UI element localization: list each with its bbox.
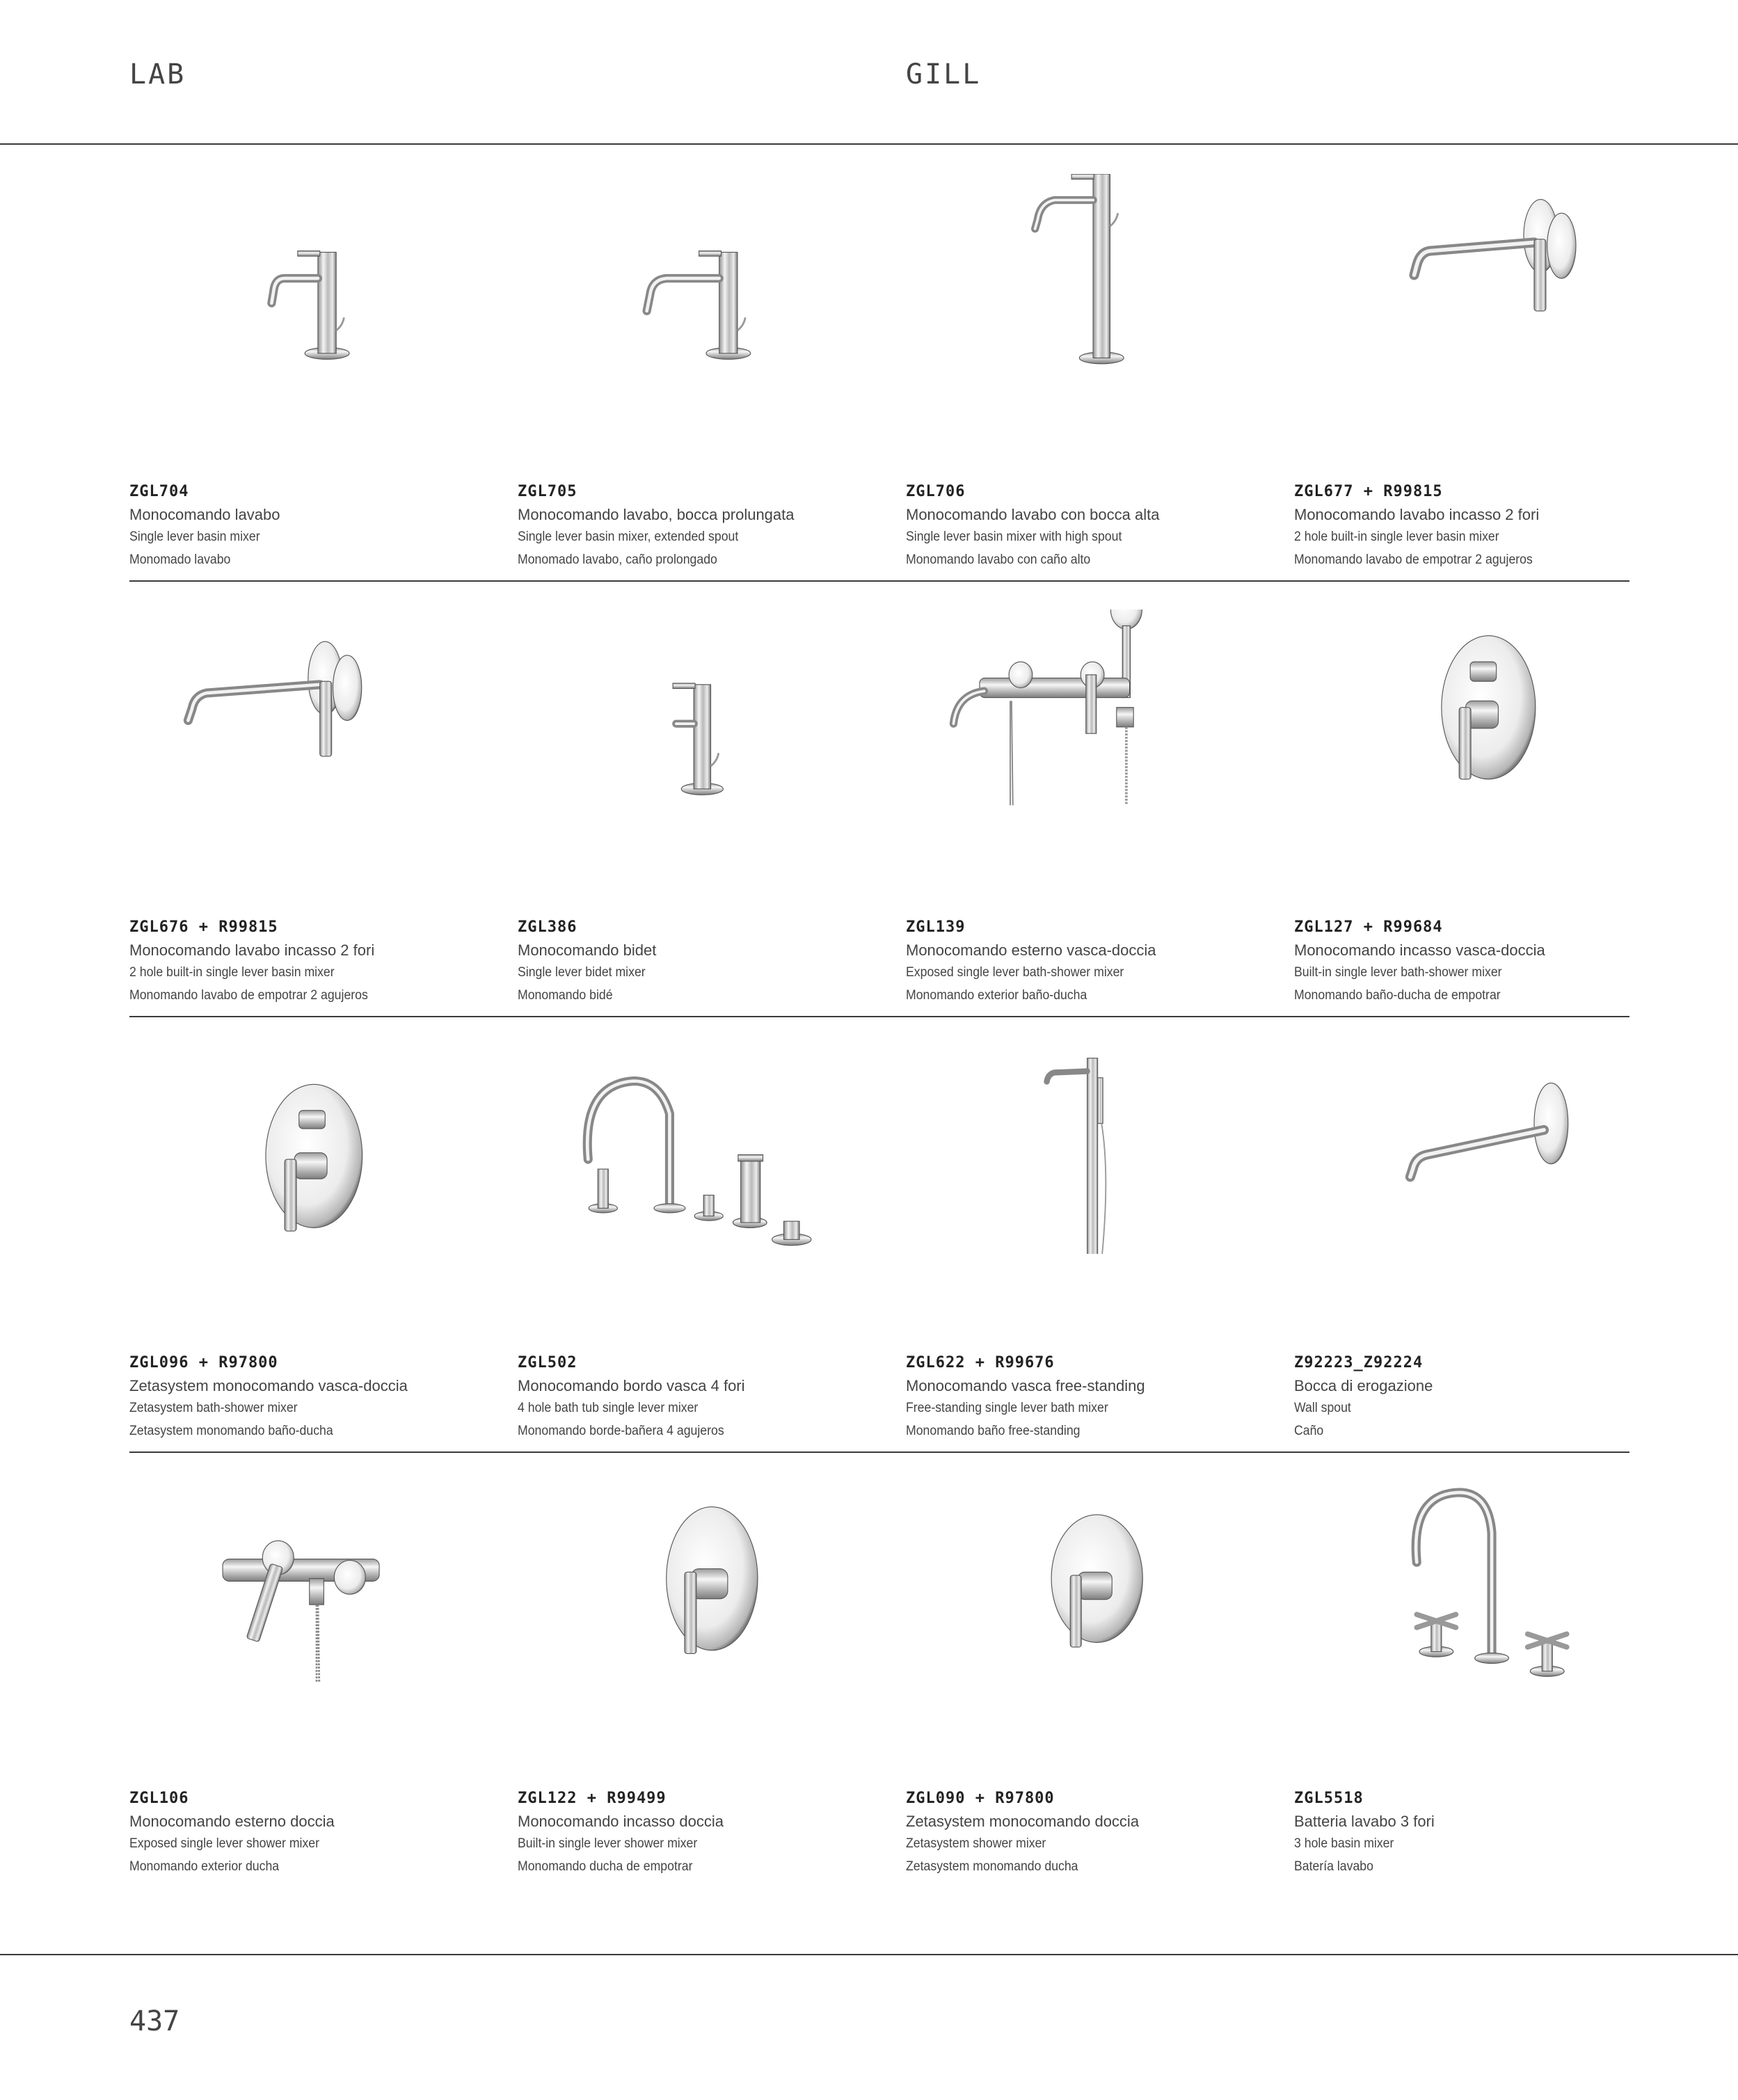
product-name-it: Monocomando bidet — [518, 941, 657, 959]
product-name-en: Single lever basin mixer — [129, 530, 260, 544]
product-name-it: Monocomando vasca free-standing — [906, 1377, 1145, 1394]
built-in-diverter-mixer-icon — [1308, 610, 1656, 818]
product-name-en: Zetasystem shower mixer — [906, 1836, 1046, 1851]
product-item — [1294, 1453, 1670, 1888]
header-divider — [0, 143, 1738, 145]
wall-basin-mixer-icon — [1308, 174, 1656, 383]
header-collection-right: GILL — [906, 58, 982, 90]
product-name-es: Zetasystem monomando ducha — [906, 1859, 1078, 1874]
product-name-es: Zetasystem monomando baño-ducha — [129, 1424, 333, 1438]
product-name-en: 4 hole bath tub single lever mixer — [518, 1401, 699, 1415]
product-name-en: Exposed single lever bath-shower mixer — [906, 965, 1124, 980]
product-row — [129, 582, 1629, 1017]
product-name-en: Exposed single lever shower mixer — [129, 1836, 320, 1851]
product-name-en: Built-in single lever bath-shower mixer — [1294, 965, 1502, 980]
product-item — [906, 582, 1282, 1017]
product-name-it: Monocomando lavabo, bocca prolungata — [518, 506, 795, 523]
product-item — [906, 1453, 1282, 1888]
product-name-es: Monomando lavabo de empotrar 2 agujeros — [129, 988, 368, 1003]
product-item — [906, 1017, 1282, 1453]
product-item — [1294, 582, 1670, 1017]
product-code: ZGL705 — [518, 483, 577, 500]
product-row — [129, 1017, 1629, 1453]
wall-spout-icon — [1308, 1045, 1656, 1254]
product-name-es: Monomando ducha de empotrar — [518, 1859, 693, 1874]
product-item — [518, 582, 893, 1017]
product-item — [518, 1017, 893, 1453]
product-grid — [129, 146, 1629, 1888]
product-name-es: Monomando lavabo con caño alto — [906, 552, 1091, 567]
built-in-shower-mixer-icon — [532, 1481, 879, 1689]
product-name-es: Monomando baño-ducha de empotrar — [1294, 988, 1501, 1003]
basin-mixer-extended-icon — [532, 174, 879, 383]
zetasystem-diverter-mixer-icon — [143, 1045, 491, 1254]
product-code: ZGL106 — [129, 1790, 189, 1807]
product-code: ZGL139 — [906, 918, 966, 936]
product-name-en: Wall spout — [1294, 1401, 1351, 1415]
product-code: ZGL706 — [906, 483, 966, 500]
product-name-en: Single lever basin mixer with high spout — [906, 530, 1122, 544]
product-name-en: Single lever basin mixer, extended spout — [518, 530, 739, 544]
product-code: ZGL5518 — [1294, 1790, 1364, 1807]
product-item — [129, 1453, 505, 1888]
product-name-it: Monocomando lavabo con bocca alta — [906, 506, 1160, 523]
exposed-shower-mixer-icon — [143, 1481, 491, 1689]
product-name-it: Monocomando esterno vasca-doccia — [906, 941, 1156, 959]
bidet-mixer-icon — [532, 610, 879, 818]
product-item — [518, 1453, 893, 1888]
product-code: Z92223_Z92224 — [1294, 1354, 1424, 1371]
product-code: ZGL090 + R97800 — [906, 1790, 1055, 1807]
product-name-it: Batteria lavabo 3 fori — [1294, 1813, 1435, 1830]
product-name-en: 2 hole built-in single lever basin mixer — [1294, 530, 1499, 544]
product-code: ZGL502 — [518, 1354, 577, 1371]
product-name-es: Monomado lavabo — [129, 552, 231, 567]
product-name-it: Monocomando bordo vasca 4 fori — [518, 1377, 745, 1394]
freestanding-bath-mixer-icon — [920, 1045, 1268, 1254]
product-code: ZGL622 + R99676 — [906, 1354, 1055, 1371]
bath-shower-mixer-icon — [920, 610, 1268, 818]
product-code: ZGL127 + R99684 — [1294, 918, 1443, 936]
product-name-en: Zetasystem bath-shower mixer — [129, 1401, 298, 1415]
footer-divider — [0, 1954, 1738, 1955]
product-item — [129, 146, 505, 582]
zetasystem-shower-mixer-icon — [920, 1481, 1268, 1689]
product-name-it: Monocomando lavabo — [129, 506, 280, 523]
product-name-it: Monocomando esterno doccia — [129, 1813, 335, 1830]
basin-mixer-icon — [143, 174, 491, 383]
deck-bath-mixer-icon — [532, 1045, 879, 1254]
product-name-it: Monocomando incasso vasca-doccia — [1294, 941, 1545, 959]
product-item — [129, 1017, 505, 1453]
product-item — [129, 582, 505, 1017]
product-item — [906, 146, 1282, 582]
product-name-en: 3 hole basin mixer — [1294, 1836, 1394, 1851]
product-name-es: Monomado lavabo, caño prolongado — [518, 552, 717, 567]
page-number: 437 — [129, 2005, 180, 2037]
product-name-it: Monocomando lavabo incasso 2 fori — [129, 941, 375, 959]
product-name-es: Caño — [1294, 1424, 1324, 1438]
three-hole-basin-mixer-icon — [1308, 1481, 1656, 1689]
header-collection-left: LAB — [129, 58, 186, 90]
product-name-it: Monocomando lavabo incasso 2 fori — [1294, 506, 1540, 523]
product-name-es: Batería lavabo — [1294, 1859, 1373, 1874]
product-name-en: Built-in single lever shower mixer — [518, 1836, 698, 1851]
product-code: ZGL677 + R99815 — [1294, 483, 1443, 500]
product-name-es: Monomando exterior baño-ducha — [906, 988, 1087, 1003]
product-name-es: Monomando exterior ducha — [129, 1859, 280, 1874]
product-name-it: Monocomando incasso doccia — [518, 1813, 724, 1830]
product-name-es: Monomando bidé — [518, 988, 613, 1003]
product-code: ZGL676 + R99815 — [129, 918, 278, 936]
product-name-es: Monomando baño free-standing — [906, 1424, 1081, 1438]
product-name-it: Zetasystem monocomando vasca-doccia — [129, 1377, 408, 1394]
wall-basin-mixer-long-icon — [143, 610, 491, 818]
product-item — [1294, 1017, 1670, 1453]
product-row — [129, 146, 1629, 582]
product-code: ZGL122 + R99499 — [518, 1790, 667, 1807]
product-name-en: Free-standing single lever bath mixer — [906, 1401, 1108, 1415]
product-name-it: Bocca di erogazione — [1294, 1377, 1433, 1394]
product-name-es: Monomando borde-bañera 4 agujeros — [518, 1424, 724, 1438]
product-name-en: Single lever bidet mixer — [518, 965, 646, 980]
product-row — [129, 1453, 1629, 1888]
product-name-en: 2 hole built-in single lever basin mixer — [129, 965, 335, 980]
product-code: ZGL704 — [129, 483, 189, 500]
product-name-it: Zetasystem monocomando doccia — [906, 1813, 1140, 1830]
product-code: ZGL386 — [518, 918, 577, 936]
product-name-es: Monomando lavabo de empotrar 2 agujeros — [1294, 552, 1533, 567]
product-item — [518, 146, 893, 582]
product-code: ZGL096 + R97800 — [129, 1354, 278, 1371]
product-item — [1294, 146, 1670, 582]
tall-basin-mixer-icon — [920, 174, 1268, 383]
